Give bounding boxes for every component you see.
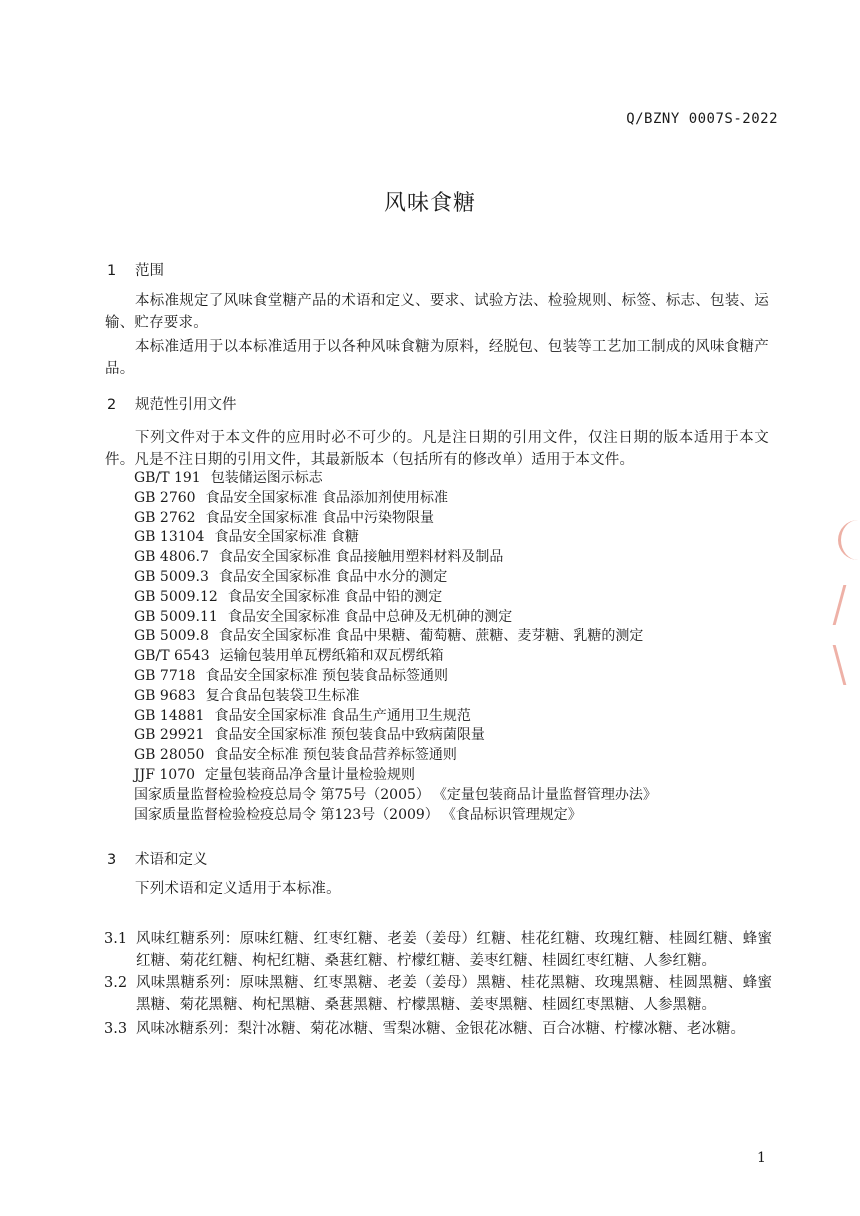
reference-item — [134, 528, 657, 548]
reference-item — [134, 707, 657, 727]
reference-code: GB 13104 — [134, 529, 205, 546]
reference-code: GB 2762 — [134, 509, 196, 526]
reference-item — [134, 667, 657, 687]
reference-title: 食品安全国家标准 预包装食品标签通则 — [205, 667, 449, 684]
reference-title: 运输包装用单瓦楞纸箱和双瓦楞纸箱 — [219, 648, 444, 665]
term-item — [104, 972, 772, 1016]
reference-code: GB 28050 — [134, 747, 205, 764]
standard-code: Q/BZNY 0007S-2022 — [626, 111, 778, 127]
section-title: 范围 — [135, 263, 164, 279]
reference-item — [134, 469, 657, 489]
reference-code: GB 2760 — [134, 489, 196, 506]
reference-list — [134, 469, 657, 825]
reference-item — [134, 489, 657, 509]
reference-title: 食品安全国家标准 食品中果糖、葡萄糖、蔗糖、麦芽糖、乳糖的测定 — [218, 628, 644, 645]
reference-item — [134, 647, 657, 667]
term-number: 3.3 — [104, 1021, 128, 1037]
page-number: 1 — [757, 1150, 766, 1166]
reference-code: GB/T 6543 — [134, 648, 210, 665]
reference-title: 食品安全国家标准 预包装食品中致病菌限量 — [214, 727, 485, 744]
reference-title: 食品安全标准 预包装食品营养标签通则 — [214, 747, 457, 764]
reference-item — [134, 608, 657, 628]
section-number: 1 — [107, 263, 117, 279]
reference-item — [134, 687, 657, 707]
reference-title: 食品安全国家标准 食糖 — [214, 529, 359, 546]
section-title: 规范性引用文件 — [135, 397, 237, 413]
reference-item — [134, 806, 657, 826]
scope-paragraph-1: 本标准规定了风味食堂糖产品的术语和定义、要求、试验方法、检验规则、标签、标志、包装、运输、贮存要求。 — [105, 293, 769, 331]
reference-code: GB 7718 — [134, 667, 196, 684]
reference-title: 《定量包装商品计量监督管理办法》 — [439, 786, 657, 803]
section-heading-terms — [107, 848, 208, 869]
reference-item — [134, 746, 657, 766]
reference-title: 复合食品包装袋卫生标准 — [205, 687, 360, 704]
document-title: 风味食糖 — [383, 191, 476, 216]
reference-item — [134, 548, 657, 568]
reference-title: 食品安全国家标准 食品中总砷及无机砷的测定 — [227, 608, 513, 625]
term-number: 3.2 — [104, 975, 128, 991]
reference-code: GB 9683 — [134, 687, 196, 704]
term-item — [104, 928, 772, 972]
reference-code: GB 14881 — [134, 707, 205, 724]
section-number: 2 — [107, 397, 117, 413]
reference-code: 国家质量监督检验检疫总局令 第123号（2009） — [134, 806, 439, 823]
section-heading-normative — [107, 393, 237, 414]
term-text: 风味冰糖系列：梨汁冰糖、菊花冰糖、雪梨冰糖、金银花冰糖、百合冰糖、柠檬冰糖、老冰糖。 — [136, 1021, 745, 1037]
reference-title: 食品安全国家标准 食品生产通用卫生规范 — [214, 707, 471, 724]
reference-code: JJF 1070 — [134, 766, 196, 783]
stamp-edge-mark — [833, 645, 860, 685]
stamp-edge-mark — [838, 520, 860, 560]
reference-item — [134, 766, 657, 786]
reference-title: 食品安全国家标准 食品中铅的测定 — [227, 588, 443, 605]
reference-code: GB 5009.12 — [134, 588, 218, 605]
scope-paragraph-2: 本标准适用于以本标准适用于以各种风味食糖为原料，经脱包、包装等工艺加工制成的风味食糖产品。 — [105, 339, 769, 377]
stamp-edge-mark — [833, 585, 860, 625]
reference-title: 《食品标识管理规定》 — [448, 806, 582, 823]
reference-code: GB 5009.3 — [134, 568, 209, 585]
section-title: 术语和定义 — [135, 852, 208, 868]
reference-code: GB 4806.7 — [134, 549, 209, 566]
reference-item — [134, 568, 657, 588]
reference-title: 食品安全国家标准 食品接触用塑料材料及制品 — [218, 549, 504, 566]
term-text: 风味黑糖系列：原味黑糖、红枣黑糖、老姜（姜母）黑糖、桂花黑糖、玫瑰黑糖、桂圆黑糖、蜂蜜黑糖、菊花黑糖、枸杞黑糖、桑葚黑糖、柠檬黑糖、姜枣黑糖、桂圆红枣黑糖、人参黑糖。 — [136, 975, 772, 1013]
reference-item — [134, 786, 657, 806]
reference-title: 食品安全国家标准 食品添加剂使用标准 — [205, 489, 449, 506]
reference-item — [134, 588, 657, 608]
term-item — [104, 1018, 772, 1040]
term-text: 风味红糖系列：原味红糖、红枣红糖、老姜（姜母）红糖、桂花红糖、玫瑰红糖、桂圆红糖、蜂蜜红糖、菊花红糖、枸杞红糖、桑葚红糖、柠檬红糖、姜枣红糖、桂圆红枣红糖、人参红糖。 — [136, 931, 772, 969]
reference-code: GB 5009.8 — [134, 628, 209, 645]
terms-intro: 下列术语和定义适用于本标准。 — [135, 881, 341, 897]
term-number: 3.1 — [104, 931, 128, 947]
reference-code: GB/T 191 — [134, 470, 201, 486]
reference-title: 食品安全国家标准 食品中水分的测定 — [218, 568, 448, 585]
reference-item — [134, 726, 657, 746]
section-heading-scope — [107, 259, 164, 280]
normative-intro: 下列文件对于本文件的应用时必不可少的。凡是注日期的引用文件，仅注日期的版本适用于本文件。凡是不注日期的引用文件，其最新版本（包括所有的修改单）适用于本文件。 — [105, 430, 769, 468]
reference-title: 包装储运图示标志 — [210, 470, 323, 486]
reference-code: 国家质量监督检验检疫总局令 第75号（2005） — [134, 786, 430, 803]
reference-item — [134, 627, 657, 647]
reference-title: 定量包装商品净含量计量检验规则 — [205, 766, 416, 783]
reference-code: GB 5009.11 — [134, 608, 218, 625]
reference-item — [134, 509, 657, 529]
reference-code: GB 29921 — [134, 727, 205, 744]
section-number: 3 — [107, 852, 117, 868]
reference-title: 食品安全国家标准 食品中污染物限量 — [205, 509, 435, 526]
